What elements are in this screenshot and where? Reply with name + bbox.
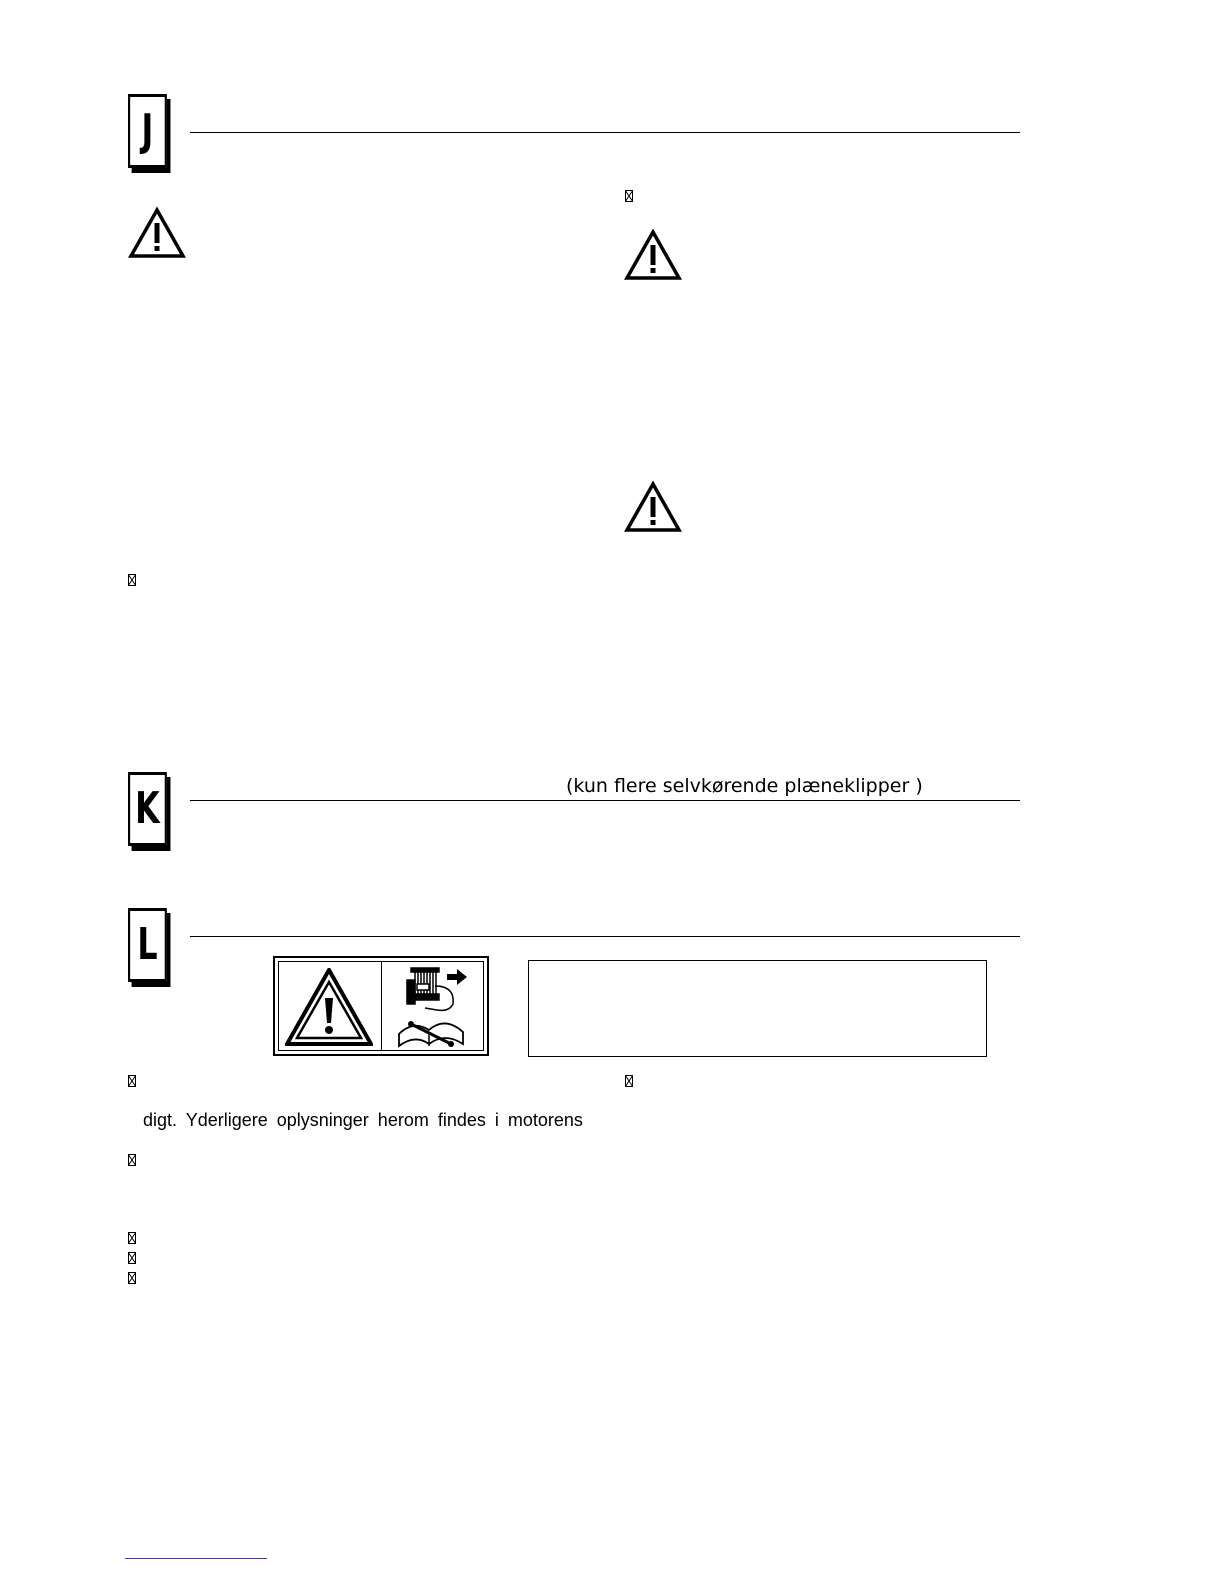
section-l-rule — [190, 936, 1020, 937]
label-text-box — [528, 960, 987, 1057]
warning-triangle-icon — [624, 228, 682, 280]
bullet-icon — [128, 1272, 136, 1284]
body-text-line: digt. Yderligere oplysninger herom findes i motorens — [143, 1110, 583, 1130]
bullet-icon — [128, 1075, 136, 1087]
spark-plug-disconnect-icon — [395, 964, 475, 1052]
section-j-rule — [190, 132, 1020, 133]
warning-triangle-icon — [285, 968, 373, 1046]
bullet-icon — [128, 1252, 136, 1264]
footnote-rule — [125, 1558, 267, 1559]
section-tab-j — [128, 94, 167, 168]
section-tab-l — [128, 908, 167, 982]
warning-triangle-icon — [624, 480, 682, 532]
bullet-icon — [625, 190, 633, 202]
section-letter: J — [141, 105, 154, 156]
bullet-icon — [625, 1075, 633, 1087]
section-tab-k — [128, 772, 167, 846]
bullet-icon — [128, 1232, 136, 1244]
section-letter: L — [137, 919, 158, 970]
warning-triangle-icon — [128, 206, 186, 258]
section-k-rule — [190, 800, 1020, 801]
section-k-note: (kun flere selvkørende plæneklipper ) — [566, 775, 923, 797]
bullet-icon — [128, 1154, 136, 1166]
section-letter: K — [135, 783, 160, 834]
label-divider — [381, 961, 382, 1051]
engine-maintenance-label-icon — [273, 956, 489, 1056]
bullet-icon — [128, 574, 136, 586]
